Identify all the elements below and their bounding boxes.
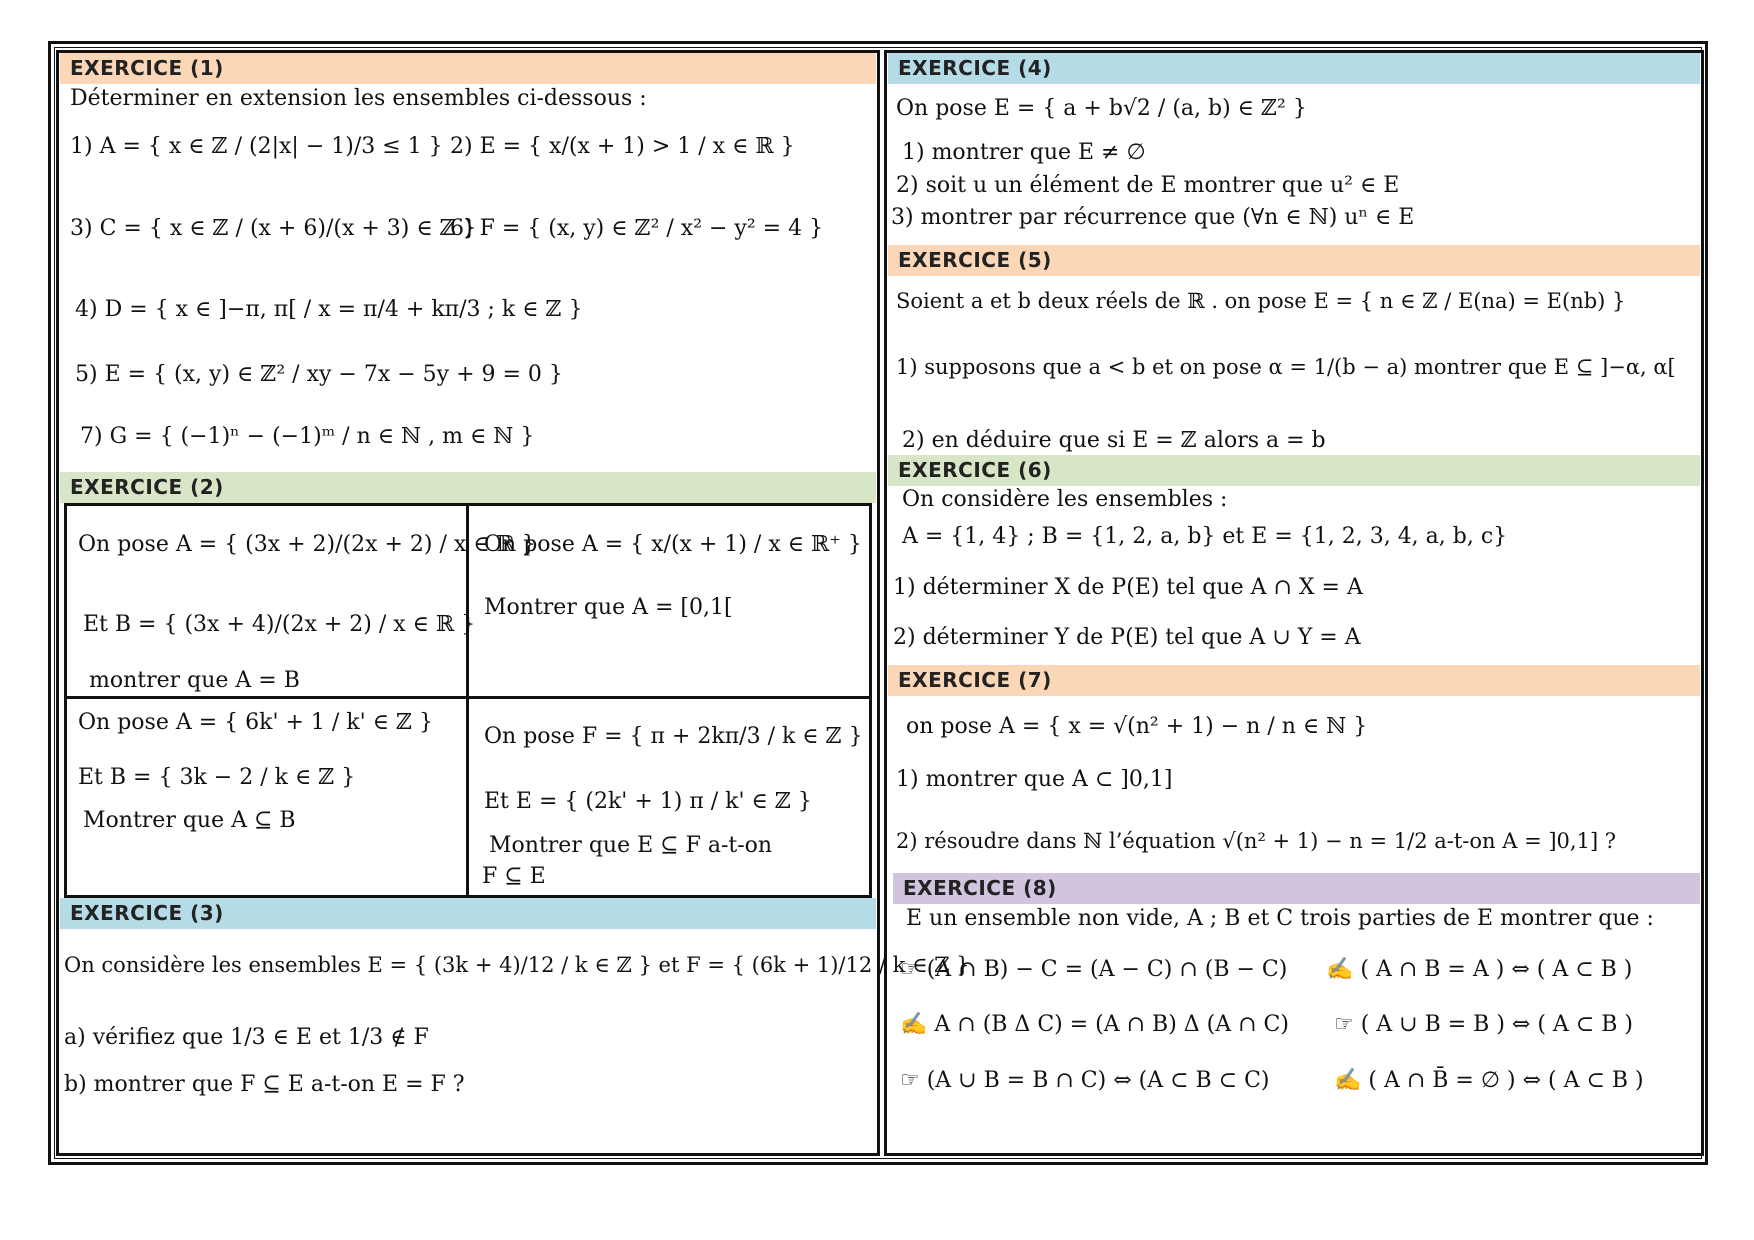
ex3-line2: a) vérifiez que 1/3 ∈ E et 1/3 ∉ F	[64, 1025, 429, 1050]
ex7-line3: 2) résoudre dans ℕ l’équation √(n² + 1) − n = 1/2 a-t-on A = ]0,1] ?	[896, 829, 1617, 853]
ex2-header	[60, 472, 876, 503]
ex1-item-4: 4) D = { x ∈ ]−π, π[ / x = π/4 + kπ/3 ; k ∈ ℤ }	[75, 297, 583, 322]
ex4-line4: 3) montrer par récurrence que (∀n ∈ ℕ) uⁿ ∈ E	[891, 205, 1415, 230]
ex5-line1: Soient a et b deux réels de ℝ . on pose E = { n ∈ ℤ / E(na) = E(nb) }	[896, 289, 1626, 313]
ex8-row3-right: ✍ ( A ∩ B̄ = ∅ ) ⇔ ( A ⊂ B )	[1334, 1068, 1644, 1093]
ex5-line2: 1) supposons que a < b et on pose α = 1/(b − a) montrer que E ⊆ ]−α, α[	[896, 355, 1676, 379]
ex1-item-5: 5) E = { (x, y) ∈ ℤ² / xy − 7x − 5y + 9 = 0 }	[75, 362, 563, 387]
ex5-header	[888, 245, 1700, 276]
ex2-d1: On pose F = { π + 2kπ/3 / k ∈ ℤ }	[484, 724, 863, 749]
ex7-line1: on pose A = { x = √(n² + 1) − n / n ∈ ℕ }	[906, 714, 1368, 739]
ex3-line1: On considère les ensembles E = { (3k + 4)/12 / k ∈ ℤ } et F = { (6k + 1)/12 / k ∈ ℤ }	[64, 953, 970, 977]
ex6-line3: 1) déterminer X de P(E) tel que A ∩ X = A	[893, 575, 1363, 600]
ex8-row1-left: ☞ (A ∩ B) − C = (A − C) ∩ (B − C)	[900, 957, 1288, 982]
ex1-header	[60, 53, 876, 84]
ex1-item-3: 3) C = { x ∈ ℤ / (x + 6)/(x + 3) ∈ ℤ }	[70, 216, 477, 241]
ex2-d3: Montrer que E ⊆ F a-t-on	[489, 833, 773, 858]
ex2-a1: On pose A = { (3x + 2)/(2x + 2) / x ∈ ℝ }	[78, 532, 536, 557]
ex2-d2: Et E = { (2k' + 1) π / k' ∈ ℤ }	[484, 789, 812, 814]
ex2-b2: Montrer que A = [0,1[	[484, 595, 733, 620]
ex4-title: EXERCICE (4)	[898, 56, 1052, 80]
ex3-line3: b) montrer que F ⊆ E a-t-on E = F ?	[64, 1072, 465, 1097]
ex6-title: EXERCICE (6)	[898, 458, 1052, 482]
ex3-title: EXERCICE (3)	[70, 901, 224, 925]
ex2-a3: montrer que A = B	[89, 668, 300, 693]
ex8-title: EXERCICE (8)	[903, 876, 1057, 900]
ex1-item-7: 7) G = { (−1)ⁿ − (−1)ᵐ / n ∈ ℕ , m ∈ ℕ }	[80, 424, 535, 449]
ex3-header	[60, 898, 876, 929]
ex2-grid-vline	[466, 503, 469, 898]
ex8-row1-right: ✍ ( A ∩ B = A ) ⇔ ( A ⊂ B )	[1326, 957, 1633, 982]
ex6-line2: A = {1, 4} ; B = {1, 2, a, b} et E = {1, 2, 3, 4, a, b, c}	[902, 524, 1508, 549]
ex7-title: EXERCICE (7)	[898, 668, 1052, 692]
ex8-row3-left: ☞ (A ∪ B = B ∩ C) ⇔ (A ⊂ B ⊂ C)	[900, 1068, 1270, 1093]
ex7-line2: 1) montrer que A ⊂ ]0,1]	[896, 767, 1173, 792]
ex2-grid-hline	[64, 696, 872, 699]
ex2-c3: Montrer que A ⊆ B	[83, 808, 296, 833]
ex2-b1: On pose A = { x/(x + 1) / x ∈ ℝ⁺ }	[484, 532, 862, 557]
ex2-title: EXERCICE (2)	[70, 475, 224, 499]
ex1-title: EXERCICE (1)	[70, 56, 224, 80]
ex2-c2: Et B = { 3k − 2 / k ∈ ℤ }	[78, 765, 356, 790]
ex5-line3: 2) en déduire que si E = ℤ alors a = b	[902, 428, 1326, 453]
ex2-a2: Et B = { (3x + 4)/(2x + 2) / x ∈ ℝ }	[83, 612, 476, 637]
ex1-item-1: 1) A = { x ∈ ℤ / (2|x| − 1)/3 ≤ 1 }	[70, 134, 443, 159]
ex6-header	[888, 455, 1700, 486]
ex7-header	[888, 665, 1700, 696]
ex6-line1: On considère les ensembles :	[902, 487, 1228, 512]
ex4-line2: 1) montrer que E ≠ ∅	[902, 140, 1146, 165]
ex8-line1: E un ensemble non vide, A ; B et C trois parties de E montrer que :	[906, 906, 1654, 931]
ex2-c1: On pose A = { 6k' + 1 / k' ∈ ℤ }	[78, 710, 434, 735]
ex8-row2-right: ☞ ( A ∪ B = B ) ⇔ ( A ⊂ B )	[1334, 1012, 1633, 1037]
ex6-line4: 2) déterminer Y de P(E) tel que A ∪ Y = A	[893, 625, 1361, 650]
ex5-title: EXERCICE (5)	[898, 248, 1052, 272]
ex1-item-2: 2) E = { x/(x + 1) > 1 / x ∈ ℝ }	[450, 134, 795, 159]
ex4-line3: 2) soit u un élément de E montrer que u² ∈ E	[896, 173, 1400, 198]
ex8-header	[893, 873, 1700, 904]
ex4-header	[888, 53, 1700, 84]
ex1-item-6: 6) F = { (x, y) ∈ ℤ² / x² − y² = 4 }	[450, 216, 824, 241]
ex2-d4: F ⊆ E	[482, 864, 546, 889]
ex8-row2-left: ✍ A ∩ (B Δ C) = (A ∩ B) Δ (A ∩ C)	[900, 1012, 1289, 1037]
ex1-intro: Déterminer en extension les ensembles ci-dessous :	[70, 86, 647, 111]
ex4-line1: On pose E = { a + b√2 / (a, b) ∈ ℤ² }	[896, 96, 1307, 121]
